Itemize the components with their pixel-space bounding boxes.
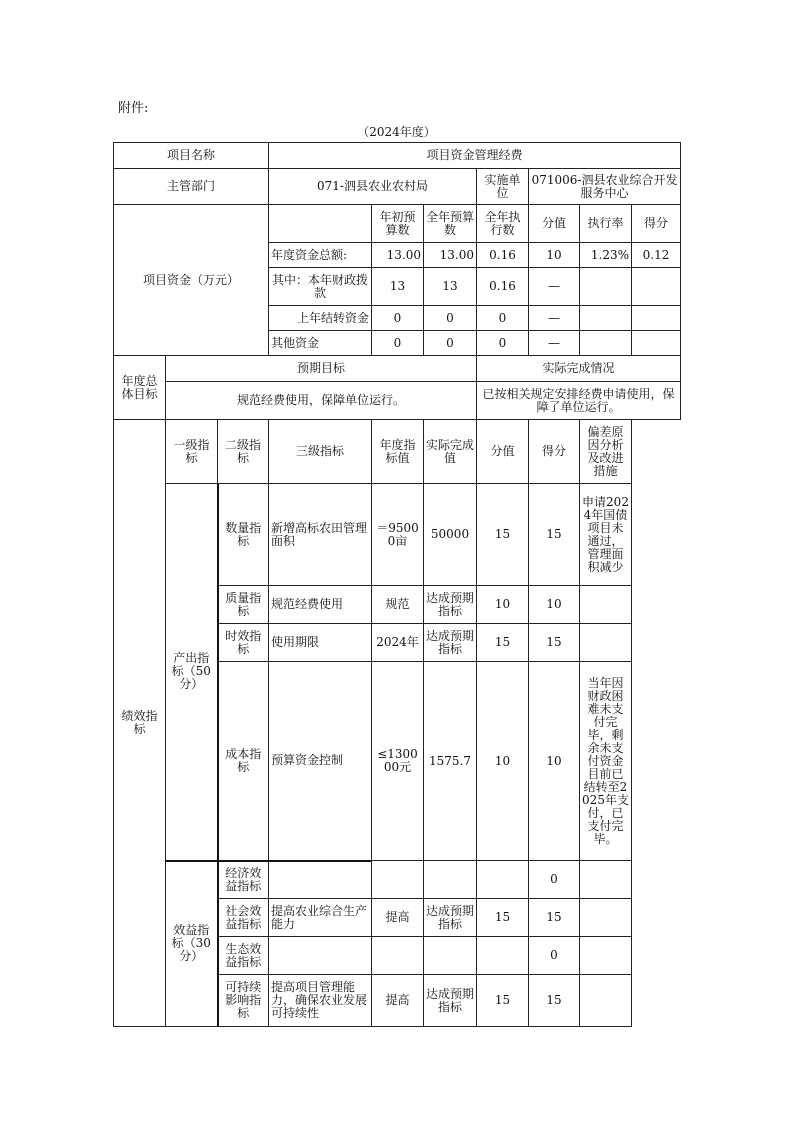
goals-actual: 已按相关规定安排经费申请使用，保障了单位运行。 (477, 382, 681, 420)
funds-cell: 0.12 (632, 243, 681, 268)
deviation-note (580, 899, 632, 937)
funds-cell: 0 (477, 331, 529, 356)
funds-col: 全年预算数 (424, 205, 477, 243)
goals-expected: 规范经费使用，保障单位运行。 (166, 382, 477, 420)
funds-cell: 0.16 (477, 243, 529, 268)
deviation-note (580, 975, 632, 1027)
score-value: 10 (477, 586, 529, 624)
funds-cell: — (529, 331, 580, 356)
impl-value: 071006-泗县农业综合开发服务中心 (529, 169, 681, 205)
funds-col: 执行率 (580, 205, 632, 243)
l2-indicator: 经济效益指标 (218, 861, 269, 899)
score-value (477, 861, 529, 899)
score-value: 10 (477, 662, 529, 861)
deviation-note (580, 937, 632, 975)
l3-indicator (269, 937, 372, 975)
got-value: 15 (529, 624, 580, 662)
target-value: 规范 (372, 586, 424, 624)
funds-cell (580, 331, 632, 356)
funds-cell: 1.23% (580, 243, 632, 268)
goals-label: 年度总体目标 (114, 356, 166, 420)
l3-indicator: 提高农业综合生产能力 (269, 899, 372, 937)
perf-label: 绩效指标 (114, 420, 166, 1027)
funds-col: 全年执行数 (477, 205, 529, 243)
funds-cell: 0 (424, 306, 477, 331)
funds-row-label: 其中：本年财政拨款 (269, 268, 372, 306)
funds-cell: 13.00 (372, 243, 424, 268)
performance-table (113, 142, 681, 1027)
funds-cell: 0 (424, 331, 477, 356)
perf-header: 分值 (477, 420, 529, 484)
l3-indicator: 使用期限 (269, 624, 372, 662)
perf-header: 年度指标值 (372, 420, 424, 484)
l2-indicator: 数量指标 (218, 484, 269, 586)
deviation-note (580, 861, 632, 899)
funds-cell: 0 (477, 306, 529, 331)
target-value: 提高 (372, 975, 424, 1027)
perf-header: 实际完成值 (424, 420, 477, 484)
target-value: 2024年 (372, 624, 424, 662)
dept-label: 主管部门 (114, 169, 269, 205)
funds-label: 项目资金（万元） (114, 205, 269, 356)
deviation-note: 申请2024年国债项目未通过，管理面积减少 (580, 484, 632, 586)
impl-label: 实施单位 (477, 169, 529, 205)
funds-cell (580, 306, 632, 331)
actual-value: 达成预期指标 (424, 624, 477, 662)
project-name-label: 项目名称 (114, 143, 269, 169)
score-value: 15 (477, 975, 529, 1027)
deviation-note (580, 624, 632, 662)
funds-cell: 0.16 (477, 268, 529, 306)
funds-cell: 13 (372, 268, 424, 306)
actual-value: 1575.7 (424, 662, 477, 861)
funds-cell: 13.00 (424, 243, 477, 268)
year-label: （2024年度） (357, 125, 436, 139)
l3-indicator: 预算资金控制 (269, 662, 372, 861)
l3-indicator: 新增高标农田管理面积 (269, 484, 372, 586)
l2-indicator: 生态效益指标 (218, 937, 269, 975)
funds-cell (632, 306, 681, 331)
got-value: 0 (529, 937, 580, 975)
dept-value: 071-泗县农业农村局 (269, 169, 477, 205)
score-value (477, 937, 529, 975)
l2-indicator: 可持续影响指标 (218, 975, 269, 1027)
got-value: 15 (529, 899, 580, 937)
score-value: 15 (477, 484, 529, 586)
funds-row-label: 其他资金 (269, 331, 372, 356)
got-value: 10 (529, 586, 580, 624)
actual-value (424, 937, 477, 975)
actual-value: 50000 (424, 484, 477, 586)
score-value: 15 (477, 899, 529, 937)
l3-indicator: 规范经费使用 (269, 586, 372, 624)
funds-header-blank (269, 205, 372, 243)
l3-indicator (269, 861, 372, 899)
funds-cell (632, 268, 681, 306)
target-value (372, 861, 424, 899)
funds-cell: 0 (372, 331, 424, 356)
goals-actual-label: 实际完成情况 (477, 356, 681, 382)
project-name: 项目资金管理经费 (269, 143, 681, 169)
funds-cell (580, 268, 632, 306)
got-value: 0 (529, 861, 580, 899)
output-label: 产出指标（50分） (166, 484, 218, 861)
deviation-note: 当年因财政困难未支付完毕，剩余未支付资金目前已结转至2025年支付，已支付完毕。 (580, 662, 632, 861)
got-value: 15 (529, 975, 580, 1027)
funds-row-label: 上年结转资金 (269, 306, 372, 331)
perf-header: 一级指标 (166, 420, 218, 484)
funds-cell (632, 331, 681, 356)
funds-cell: 13 (424, 268, 477, 306)
l2-indicator: 时效指标 (218, 624, 269, 662)
l2-indicator: 成本指标 (218, 662, 269, 861)
l3-indicator: 提高项目管理能力，确保农业发展可持续性 (269, 975, 372, 1027)
got-value: 10 (529, 662, 580, 861)
actual-value: 达成预期指标 (424, 975, 477, 1027)
perf-header: 二级指标 (218, 420, 269, 484)
target-value (372, 937, 424, 975)
benefit-label: 效益指标（30分） (166, 861, 218, 1027)
target-value: ≤130000元 (372, 662, 424, 861)
actual-value: 达成预期指标 (424, 899, 477, 937)
l2-indicator: 质量指标 (218, 586, 269, 624)
target-value: 提高 (372, 899, 424, 937)
deviation-note (580, 586, 632, 624)
funds-cell: — (529, 306, 580, 331)
attachment-label: 附件: (118, 101, 149, 116)
actual-value (424, 861, 477, 899)
goals-expected-label: 预期目标 (166, 356, 477, 382)
l2-indicator: 社会效益指标 (218, 899, 269, 937)
score-value: 15 (477, 624, 529, 662)
target-value: ＝95000亩 (372, 484, 424, 586)
funds-cell: 10 (529, 243, 580, 268)
perf-header: 三级指标 (269, 420, 372, 484)
got-value: 15 (529, 484, 580, 586)
funds-col: 得分 (632, 205, 681, 243)
actual-value: 达成预期指标 (424, 586, 477, 624)
perf-header: 得分 (529, 420, 580, 484)
funds-col: 年初预算数 (372, 205, 424, 243)
funds-cell: — (529, 268, 580, 306)
funds-row-label: 年度资金总额: (269, 243, 372, 268)
perf-header: 偏差原因分析及改进措施 (580, 420, 632, 484)
funds-cell: 0 (372, 306, 424, 331)
funds-col: 分值 (529, 205, 580, 243)
